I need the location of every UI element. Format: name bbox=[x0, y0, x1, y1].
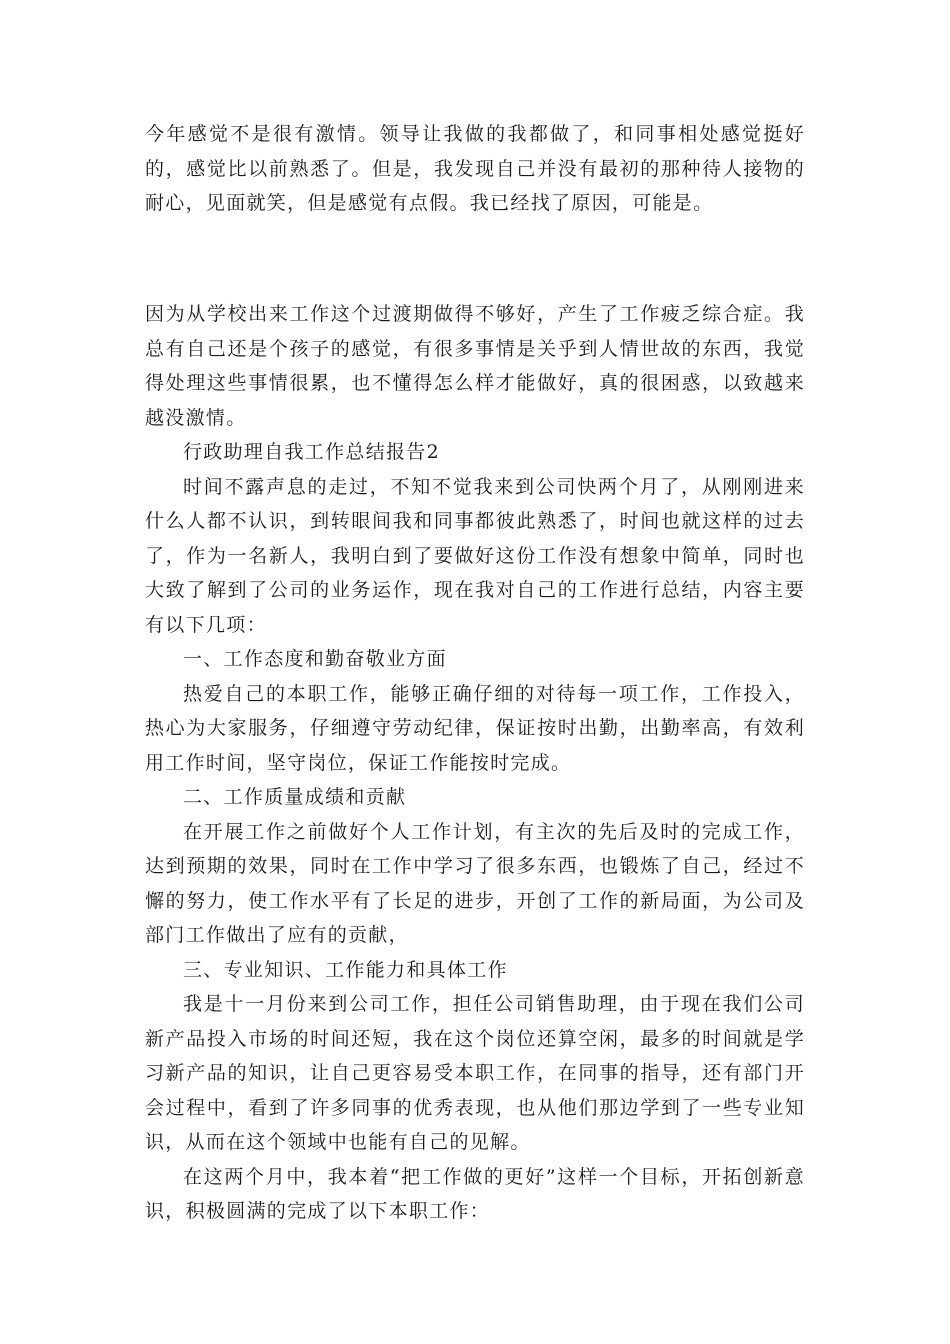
continuation-paragraph: 因为从学校出来工作这个过渡期做得不够好，产生了工作疲乏综合症。我总有自己还是个孩子的感觉，有很多事情是关乎到人情世故的东西，我觉得处理这些事情很累，也不懂得怎么样才能做好，真的很困惑，以致越来越没激情。 bbox=[145, 303, 805, 429]
intro-paragraph: 今年感觉不是很有激情。领导让我做的我都做了，和同事相处感觉挺好的，感觉比以前熟悉了。但是，我发现自己并没有最初的那种待人接物的耐心，见面就笑，但是感觉有点假。我已经找了原因，可能是。 bbox=[145, 123, 805, 214]
heading-work-attitude: 一、工作态度和勤奋敬业方面 bbox=[183, 648, 447, 670]
paragraph-work-attitude: 热爱自己的本职工作，能够正确仔细的对待每一项工作，工作投入，热心为大家服务，仔细遵守劳动纪律，保证按时出勤，出勤率高，有效利用工作时间，坚守岗位，保证工作能按时完成。 bbox=[145, 682, 805, 774]
paragraph-goals: 在这两个月中，我本着“把工作做的更好”这样一个目标，开拓创新意识，积极圆满的完成了以下本职工作： bbox=[145, 1165, 805, 1222]
main-section bbox=[145, 297, 805, 1229]
heading-work-quality: 二、工作质量成绩和贡献 bbox=[183, 786, 407, 808]
paragraph-work-quality: 在开展工作之前做好个人工作计划，有主次的先后及时的完成工作，达到预期的效果，同时在工作中学习了很多东西，也锻炼了自己，经过不懈的努力，使工作水平有了长足的进步，开创了工作的新局面，为公司及部门工作做出了应有的贡献， bbox=[145, 820, 805, 946]
opening-paragraph: 时间不露声息的走过，不知不觉我来到公司快两个月了，从刚刚进来什么人都不认识，到转眼间我和同事都彼此熟悉了，时间也就这样的过去了，作为一名新人，我明白到了要做好这份工作没有想象中简单，同时也大致了解到了公司的业务运作，现在我对自己的工作进行总结，内容主要有以下几项： bbox=[145, 475, 805, 636]
intro-section bbox=[145, 117, 805, 221]
heading-professional-knowledge: 三、专业知识、工作能力和具体工作 bbox=[183, 958, 508, 981]
paragraph-professional-knowledge: 我是十一月份来到公司工作，担任公司销售助理，由于现在我们公司新产品投入市场的时间还短，我在这个岗位还算空闲，最多的时间就是学习新产品的知识，让自己更容易受本职工作，在同事的指导，还有部门开会过程中，看到了许多同事的优秀表现，也从他们那边学到了一些专业知识，从而在这个领域中也能有自己的见解。 bbox=[145, 993, 805, 1153]
section-title: 行政助理自我工作总结报告2 bbox=[183, 441, 440, 463]
